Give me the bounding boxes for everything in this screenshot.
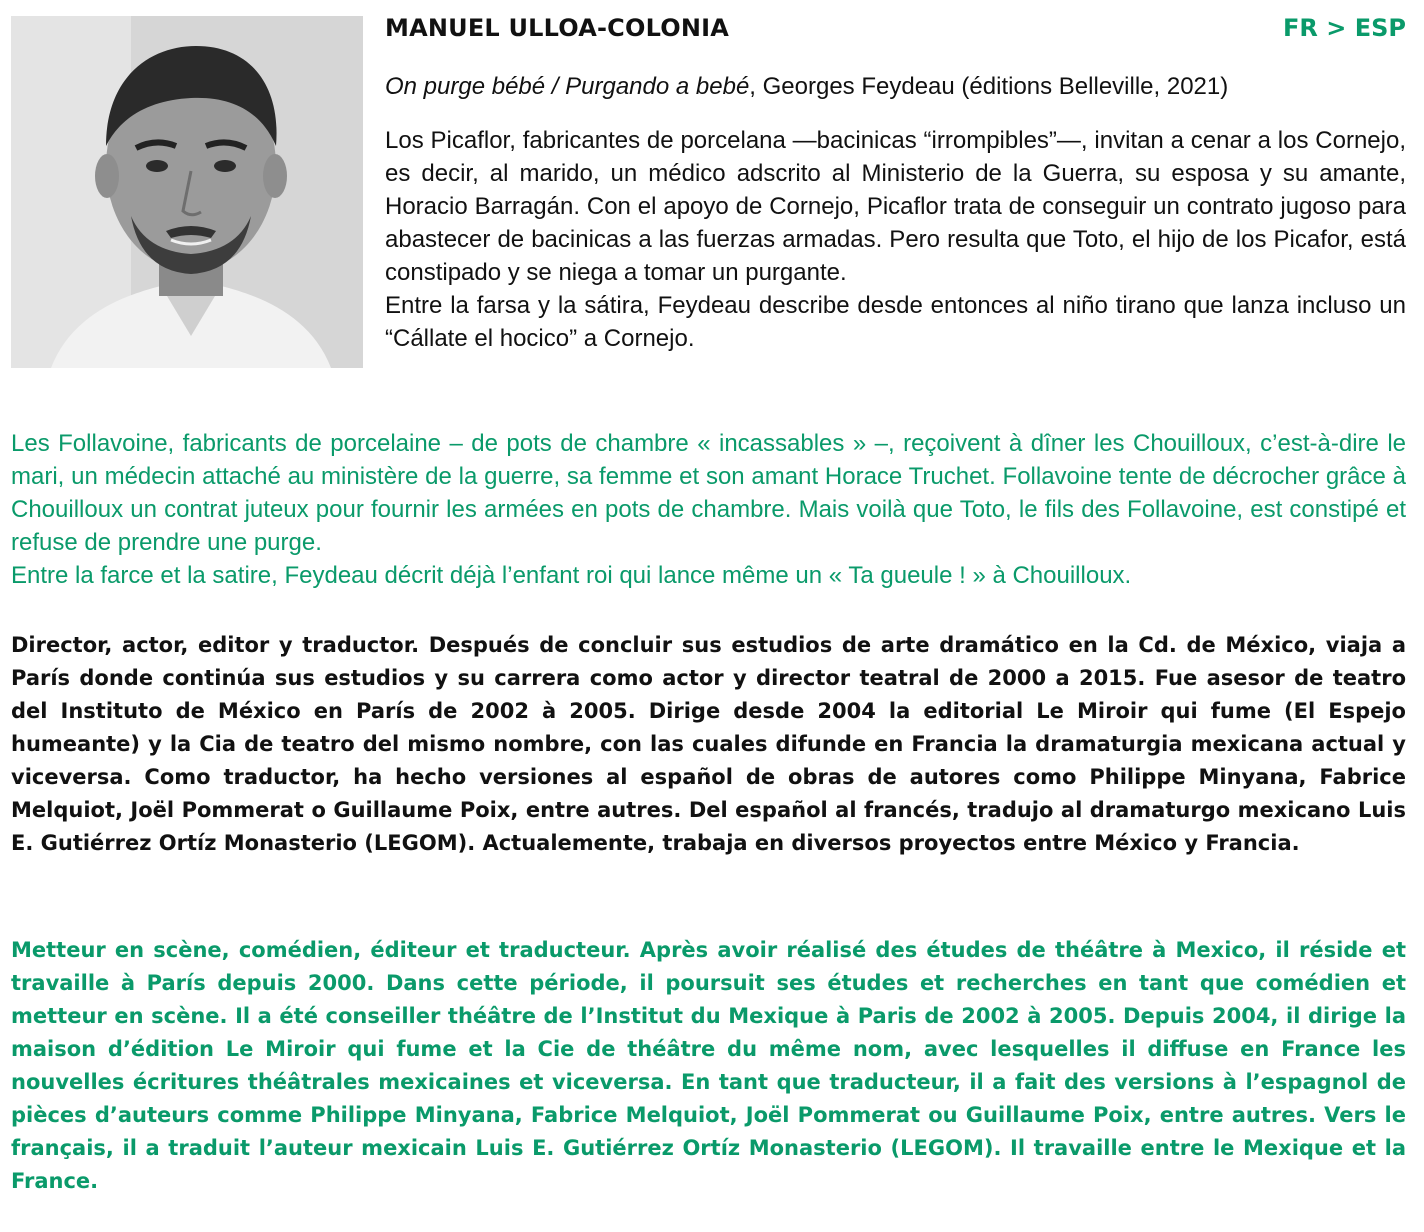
author-portrait-photo <box>11 16 363 368</box>
author-name: MANUEL ULLOA-COLONIA <box>385 14 730 42</box>
summary-french-paragraph-2: Entre la farce et la satire, Feydeau décrit déjà l’enfant roi qui lance même un « Ta gueule ! » à Chouilloux. <box>11 562 1132 589</box>
book-title: On purge bébé / Purgando a bebé <box>385 73 750 100</box>
summary-spanish-paragraph-2: Entre la farsa y la sátira, Feydeau describe desde entonces al niño tirano que lanza incluso un “Cállate el hocico” a Cornejo. <box>385 292 1406 352</box>
book-details: , Georges Feydeau (éditions Belleville, 2021) <box>749 73 1229 100</box>
summary-french <box>11 427 1406 592</box>
book-reference <box>385 70 1406 103</box>
language-pair: FR > ESP <box>1283 14 1406 42</box>
header <box>385 10 1406 50</box>
summary-spanish-paragraph-1: Los Picaflor, fabricantes de porcelana —bacinicas “irrompibles”—, invitan a cenar a los Cornejo, es decir, al marido, un médico adscrito al Ministerio de la Guerra, su esposa y su amante, Horacio Barragán. Con el apoyo de Cornejo, Picaflor trata de conseguir un contrato jugoso para abastecer de bacinicas a las fuerzas armadas. Pero resulta que Toto, el hijo de los Picafor, está constipado y se niega a tomar un purgante. <box>385 127 1406 286</box>
summary-french-paragraph-1: Les Follavoine, fabricants de porcelaine – de pots de chambre « incassables » –, reçoivent à dîner les Chouilloux, c’est-à-dire le mari, un médecin attaché au ministère de la guerre, sa femme et son amant Horace Truchet. Follavoine tente de décrocher grâce à Chouilloux un contrat juteux pour fournir les armées en pots de chambre. Mais voilà que Toto, le fils des Follavoine, est constipé et refuse de prendre une purge. <box>11 430 1406 556</box>
biography-spanish: Director, actor, editor y traductor. Después de concluir sus estudios de arte dramático en la Cd. de México, viaja a París donde continúa sus estudios y su carrera como actor y director teatral de 2000 a 2015. Fue asesor de teatro del Instituto de México en París de 2002 à 2005. Dirige desde 2004 la editorial Le Miroir qui fume (El Espejo humeante) y la Cia de teatro del mismo nombre, con las cuales difunde en Francia la dramaturgia mexicana actual y viceversa. Como traductor, ha hecho versiones al español de obras de autores como Philippe Minyana, Fabrice Melquiot, Joël Pommerat o Guillaume Poix, entre autres. Del español al francés, tradujo al dramaturgo mexicano Luis E. Gutiérrez Ortíz Monasterio (LEGOM). Actualemente, trabaja en diversos proyectos entre México y Francia. <box>11 633 1406 855</box>
biography-french: Metteur en scène, comédien, éditeur et traducteur. Après avoir réalisé des études de théâtre à Mexico, il réside et travaille à París depuis 2000. Dans cette période, il poursuit ses études et recherches en tant que comédien et metteur en scène. Il a été conseiller théâtre de l’Institut du Mexique à Paris de 2002 à 2005. Depuis 2004, il dirige la maison d’édition Le Miroir qui fume et la Cie de théâtre du même nom, avec lesquelles il diffuse en France les nouvelles écritures théâtrales mexicaines et viceversa. En tant que traducteur, il a fait des versions à l’espagnol de pièces d’auteurs comme Philippe Minyana, Fabrice Melquiot, Joël Pommerat ou Guillaume Poix, entre autres. Vers le français, il a traduit l’auteur mexicain Luis E. Gutiérrez Ortíz Monasterio (LEGOM). Il travaille entre le Mexique et la France. <box>11 938 1406 1193</box>
summary-spanish <box>385 124 1406 355</box>
portrait-illustration <box>11 16 363 368</box>
